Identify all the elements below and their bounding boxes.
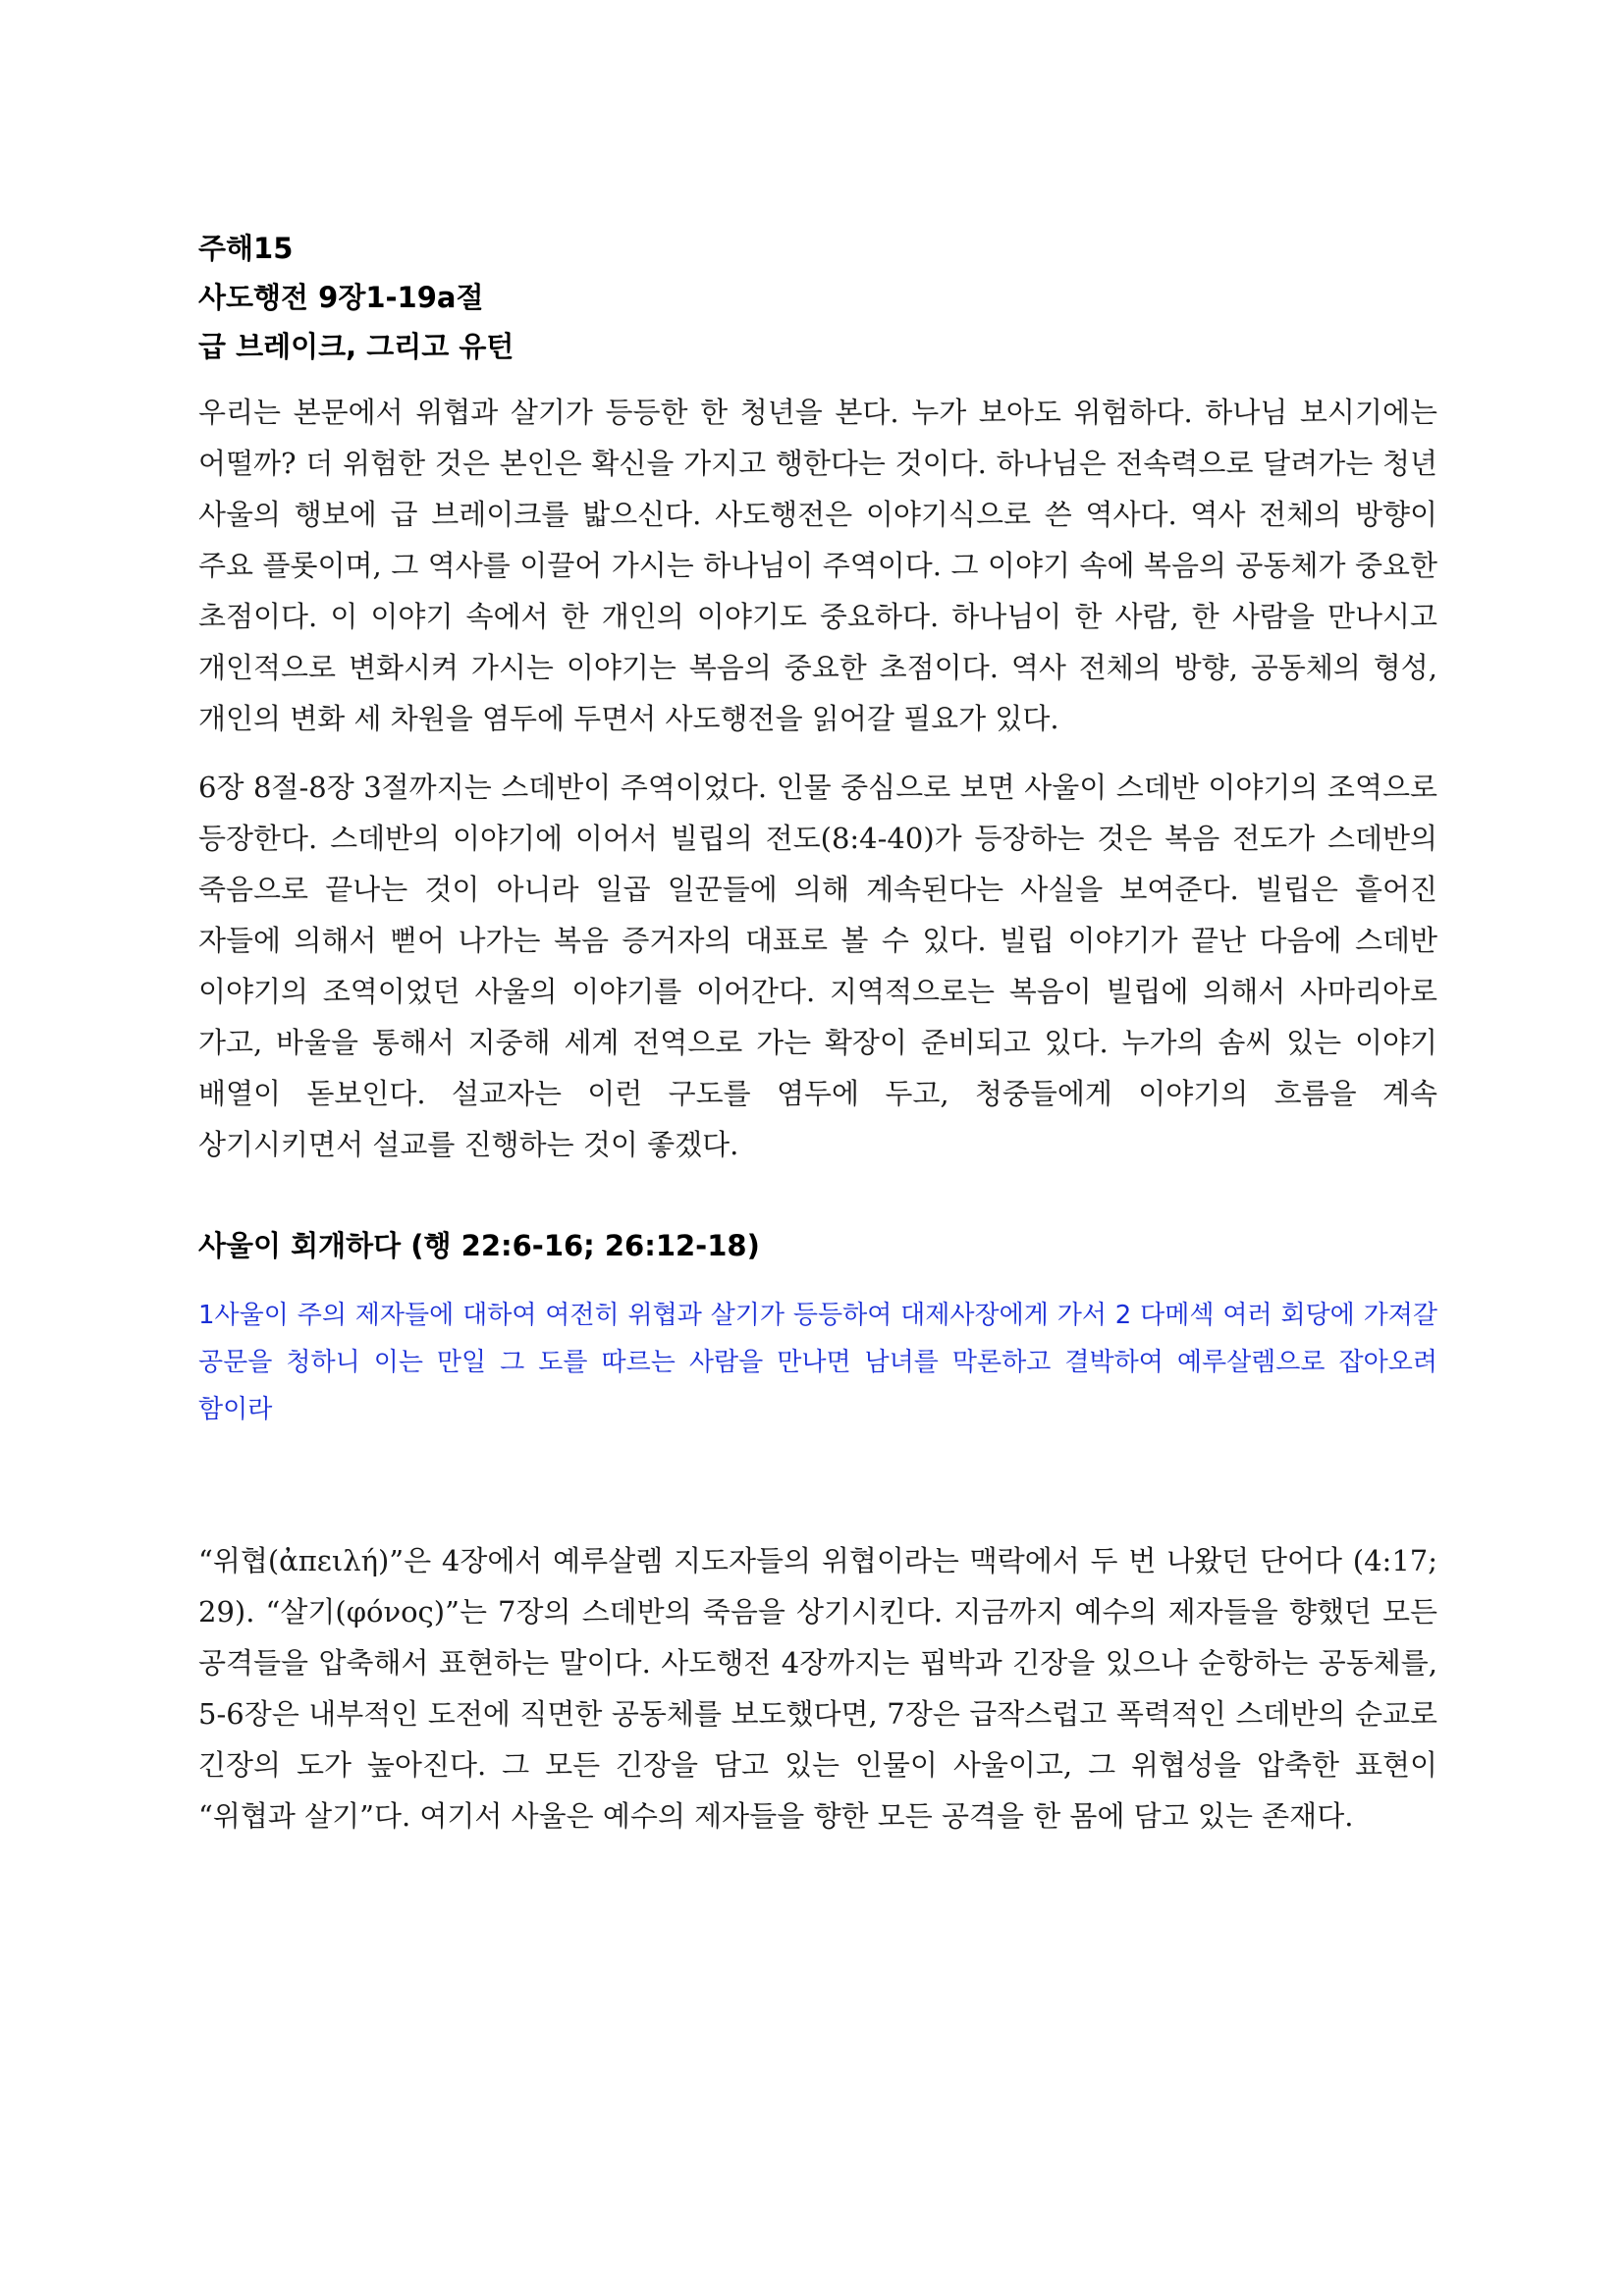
intro-paragraph: 우리는 본문에서 위협과 살기가 등등한 한 청년을 본다. 누가 보아도 위험하다. 하나님 보시기에는 어떨까? 더 위험한 것은 본인은 확신을 가지고 행한다는 것이다. 하나님은 전속력으로 달려가는 청년 사울의 행보에 급 브레이크를 밟으신다. 사도행전은 이야기식으로 쓴 역사다. 역사 전체의 방향이 주요 플롯이며, 그 역사를 이끌어 가시는 하나님이 주역이다. 그 이야기 속에 복음의 공동체가 중요한 초점이다. 이 이야기 속에서 한 개인의 이야기도 중요하다. 하나님이 한 사람, 한 사람을 만나시고 개인적으로 변화시켜 가시는 이야기는 복음의 중요한 초점이다. 역사 전체의 방향, 공동체의 형성, 개인의 변화 세 차원을 염두에 두면서 사도행전을 읽어갈 필요가 있다.: [198, 396, 1437, 735]
context-paragraph: 6장 8절-8장 3절까지는 스데반이 주역이었다. 인물 중심으로 보면 사울이 스데반 이야기의 조역으로 등장한다. 스데반의 이야기에 이어서 빌립의 전도(8:4-40)가 등장하는 것은 복음 전도가 스데반의 죽음으로 끝나는 것이 아니라 일곱 일꾼들에 의해 계속된다는 사실을 보여준다. 빌립은 흩어진 자들에 의해서 뻗어 나가는 복음 증거자의 대표로 볼 수 있다. 빌립 이야기가 끝난 다음에 스데반 이야기의 조역이었던 사울의 이야기를 이어간다. 지역적으로는 복음이 빌립에 의해서 사마리아로 가고, 바울을 통해서 지중해 세계 전역으로 가는 확장이 준비되고 있다. 누가의 솜씨 있는 이야기 배열이 돋보인다. 설교자는 이런 구도를 염두에 두고, 청중들에게 이야기의 흐름을 계속 상기시키면서 설교를 진행하는 것이 좋겠다.: [198, 771, 1437, 1161]
passage-reference: 사도행전 9장1-19a절: [198, 281, 484, 314]
sermon-theme: 급 브레이크, 그리고 유턴: [198, 330, 514, 363]
document-title: 주해15: [198, 232, 294, 265]
document-content: [198, 224, 1437, 1842]
scripture-quote: 1사울이 주의 제자들에 대하여 여전히 위협과 살기가 등등하여 대제사장에게 가서 2 다메섹 여러 회당에 가져갈 공문을 청하니 이는 만일 그 도를 따르는 사람을 만나면 남녀를 막론하고 결박하여 예루살렘으로 잡아오려 함이라: [198, 1301, 1437, 1424]
commentary-paragraph: “위협(ἀπειλή)”은 4장에서 예루살렘 지도자들의 위협이라는 맥락에서 두 번 나왔던 단어다 (4:17; 29). “살기(φόνος)”는 7장의 스데반의 죽음을 상기시킨다. 지금까지 예수의 제자들을 향했던 모든 공격들을 압축해서 표현하는 말이다. 사도행전 4장까지는 핍박과 긴장을 있으나 순항하는 공동체를, 5-6장은 내부적인 도전에 직면한 공동체를 보도했다면, 7장은 급작스럽고 폭력적인 스데반의 순교로 긴장의 도가 높아진다. 그 모든 긴장을 담고 있는 인물이 사울이고, 그 위협성을 압축한 표현이 “위협과 살기”다. 여기서 사울은 예수의 제자들을 향한 모든 공격을 한 몸에 담고 있는 존재다.: [198, 1544, 1437, 1833]
section-heading: 사울이 회개하다 (행 22:6-16; 26:12-18): [198, 1229, 760, 1262]
